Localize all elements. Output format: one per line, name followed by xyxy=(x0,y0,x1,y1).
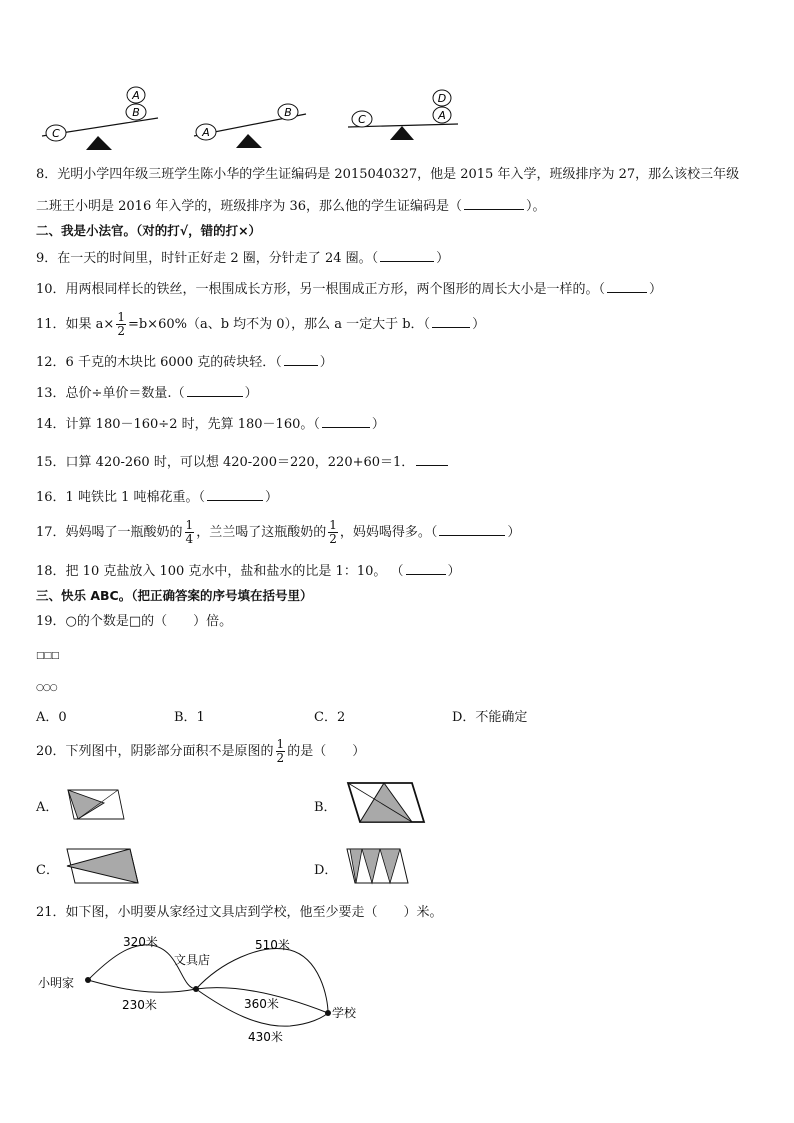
question-17-fraction-1 xyxy=(185,519,195,546)
question-16-end: ） xyxy=(264,490,278,505)
question-17-text-post: ，妈妈喝得多。（ xyxy=(339,525,438,540)
question-19-option-b[interactable]: B．1 xyxy=(174,710,205,725)
question-19-option-c[interactable]: C．2 xyxy=(314,710,346,725)
question-20 xyxy=(36,737,365,767)
question-12-answer-blank[interactable] xyxy=(284,353,318,366)
question-19-squares: □□□ xyxy=(36,651,59,661)
question-17-fraction-2-denominator: 2 xyxy=(329,532,337,546)
school-label: 学校 xyxy=(332,1006,357,1020)
question-13 xyxy=(36,384,258,403)
question-10-text: 10．用两根同样长的铁丝，一根围成长方形，另一根围成正方形，两个图形的周长大小是一样的。（ xyxy=(36,282,606,297)
question-9-answer-blank[interactable] xyxy=(380,249,434,262)
question-8-text-end: ）。 xyxy=(526,199,546,214)
question-8-line-2 xyxy=(36,197,546,216)
question-14-text: 14．计算 180－160÷2 时，先算 180－160。（ xyxy=(36,417,320,432)
question-10-end: ） xyxy=(649,282,663,297)
store-label: 文具店 xyxy=(174,953,211,967)
question-20-option-d[interactable]: D． xyxy=(314,863,338,878)
question-18 xyxy=(36,562,461,581)
question-14 xyxy=(36,415,385,434)
question-8-text: 二班王小明是 2016 年入学的，班级排序为 36，那么他的学生证编码是（ xyxy=(36,199,463,214)
balance-scale-2 xyxy=(194,104,306,148)
question-20-fraction-denominator: 2 xyxy=(276,751,285,765)
question-11-text-post: =b×60%（a、b 均不为 0），那么 a 一定大于 b．（ xyxy=(127,317,431,332)
home-label: 小明家 xyxy=(38,976,75,990)
question-12 xyxy=(36,353,333,372)
balance-scale-3 xyxy=(348,90,458,140)
question-19-text: 19．○的个数是□的（ ）倍。 xyxy=(36,614,233,629)
question-20-fraction-numerator: 1 xyxy=(276,737,285,751)
distance-430-label: 430米 xyxy=(248,1030,283,1044)
question-15-answer-blank[interactable] xyxy=(416,453,448,466)
distance-230-label: 230米 xyxy=(122,998,157,1012)
question-9-text: 9．在一天的时间里，时针正好走 2 圈，分针走了 24 圈。（ xyxy=(36,251,379,266)
question-20-option-c[interactable]: C． xyxy=(36,863,59,878)
balance-scale-1 xyxy=(42,87,158,150)
question-15 xyxy=(36,453,450,472)
question-11-text: 11．如果 a× xyxy=(36,317,115,332)
question-9-end: ） xyxy=(436,251,450,266)
balance-1-right-bottom-label: B xyxy=(132,106,140,119)
question-17-end: ） xyxy=(507,525,521,540)
balance-3-left-label: C xyxy=(358,113,366,126)
section-3-heading: 三、快乐 ABC。（把正确答案的序号填在括号里） xyxy=(36,588,313,603)
question-20-figure-b[interactable] xyxy=(344,781,428,825)
question-17-fraction-1-numerator: 1 xyxy=(185,518,194,532)
question-11 xyxy=(36,310,485,340)
question-13-end: ） xyxy=(244,386,258,401)
balance-scales-figure xyxy=(36,78,466,150)
question-11-end: ） xyxy=(472,317,486,332)
question-8-answer-blank[interactable] xyxy=(464,197,524,210)
question-19-option-d[interactable]: D．不能确定 xyxy=(452,710,528,725)
balance-2-left-label: A xyxy=(202,126,210,139)
question-11-fraction-numerator: 1 xyxy=(117,310,125,324)
question-11-answer-blank[interactable] xyxy=(432,315,470,328)
question-20-option-b[interactable]: B． xyxy=(314,800,337,815)
question-17-fraction-2-numerator: 1 xyxy=(329,518,337,532)
question-10 xyxy=(36,280,662,299)
question-18-text: 18．把 10 克盐放入 100 克水中，盐和盐水的比是 1：10。 （ xyxy=(36,564,404,579)
question-20-figure-a[interactable] xyxy=(64,788,128,822)
question-20-figure-c[interactable] xyxy=(64,846,142,886)
question-11-fraction-denominator: 2 xyxy=(117,324,125,338)
question-17-answer-blank[interactable] xyxy=(439,523,505,536)
question-10-answer-blank[interactable] xyxy=(607,280,647,293)
question-17-fraction-1-denominator: 4 xyxy=(185,532,194,546)
balance-2-right-label: B xyxy=(284,106,292,119)
distance-510-label: 510米 xyxy=(255,938,290,952)
question-15-text: 15．口算 420-260 时，可以想 420-200＝220，220+60＝1． xyxy=(36,455,415,470)
question-9 xyxy=(36,249,449,268)
question-20-figure-d[interactable] xyxy=(344,846,412,886)
balance-3-right-top-label: D xyxy=(437,92,447,105)
question-12-end: ） xyxy=(319,355,333,370)
question-16-answer-blank[interactable] xyxy=(207,488,263,501)
question-21-route-map xyxy=(30,928,370,1048)
question-17-text: 17．妈妈喝了一瓶酸奶的 xyxy=(36,525,183,540)
balance-1-left-label: C xyxy=(52,127,60,140)
question-13-text: 13．总价÷单价＝数量.（ xyxy=(36,386,185,401)
question-18-end: ） xyxy=(447,564,461,579)
question-14-end: ） xyxy=(371,417,385,432)
question-20-fraction xyxy=(276,738,286,765)
question-13-answer-blank[interactable] xyxy=(187,384,243,397)
question-21-text: 21．如下图，小明要从家经过文具店到学校，他至少要走（ ）米。 xyxy=(36,905,443,920)
question-19-option-a[interactable]: A．0 xyxy=(36,710,67,725)
question-17 xyxy=(36,518,520,548)
question-20-option-a[interactable]: A． xyxy=(36,800,59,815)
distance-360-label: 360米 xyxy=(244,997,279,1011)
question-16-text: 16．1 吨铁比 1 吨棉花重。（ xyxy=(36,490,205,505)
question-17-text-mid: ，兰兰喝了这瓶酸奶的 xyxy=(196,525,327,540)
question-11-fraction xyxy=(116,311,126,338)
balance-1-right-top-label: A xyxy=(132,89,140,102)
balance-3-right-bottom-label: A xyxy=(438,109,446,122)
question-14-answer-blank[interactable] xyxy=(322,415,370,428)
question-16 xyxy=(36,488,278,507)
question-8-line-1: 8．光明小学四年级三班学生陈小华的学生证编码是 2015040327，他是 2015 年入学，班级排序为 27，那么该校三年级 xyxy=(36,167,740,182)
section-2-heading: 二、我是小法官。（对的打√，错的打×） xyxy=(36,223,262,238)
question-20-text: 20．下列图中，阴影部分面积不是原图的 xyxy=(36,744,274,759)
question-17-fraction-2 xyxy=(328,519,338,546)
question-12-text: 12．6 千克的木块比 6000 克的砖块轻．（ xyxy=(36,355,282,370)
distance-320-label: 320米 xyxy=(123,935,158,949)
question-18-answer-blank[interactable] xyxy=(406,562,446,575)
question-20-text-post: 的是（ ） xyxy=(287,744,366,759)
question-19-circles: ○○○ xyxy=(36,683,57,693)
